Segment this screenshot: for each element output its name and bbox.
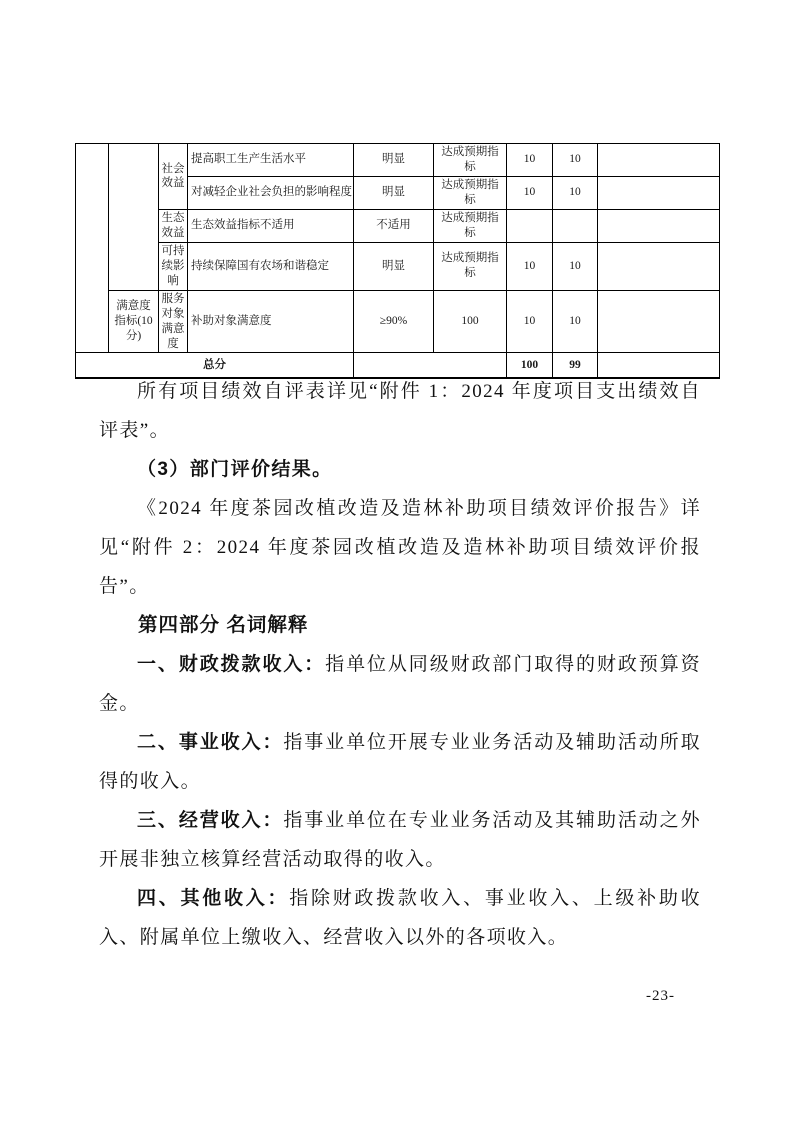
cell-score-full <box>507 209 553 242</box>
paragraph-bold-lead: 第四部分 名词解释 <box>138 614 309 636</box>
cell-actual-value: 达成预期指标 <box>434 176 507 209</box>
table-row <box>76 209 720 242</box>
paragraph <box>99 879 701 957</box>
paragraph <box>99 801 701 879</box>
paragraph-text: 所有项目绩效自评表详见“附件 1：2024 年度项目支出绩效自评表”。 <box>99 381 701 441</box>
cell-remark <box>598 176 720 209</box>
paragraph-bold-lead: 一、财政拨款收入： <box>137 654 326 675</box>
cell-target-value: 明显 <box>354 176 434 209</box>
cell-score-got: 10 <box>553 176 598 209</box>
cell-score-got: 10 <box>553 242 598 290</box>
table-row <box>76 144 720 177</box>
cell-total-label: 总分 <box>76 353 354 378</box>
cell-target-value: 明显 <box>354 144 434 177</box>
cell-actual-value: 100 <box>434 290 507 353</box>
performance-self-evaluation-table <box>75 143 720 379</box>
cell-category: 满意度指标(10 分) <box>109 290 159 353</box>
cell-actual-value: 达成预期指标 <box>434 242 507 290</box>
cell-score-full: 10 <box>507 290 553 353</box>
cell-actual-value: 达成预期指标 <box>434 144 507 177</box>
paragraph-bold-lead: 二、事业收入： <box>137 732 284 753</box>
cell-indicator: 持续保障国有农场和谐稳定 <box>188 242 354 290</box>
cell-score-full: 10 <box>507 242 553 290</box>
cell-remark <box>598 290 720 353</box>
page-number: -23- <box>646 988 675 1004</box>
paragraph-bold-lead: 三、经营收入： <box>137 810 284 831</box>
cell-subcategory: 服务对象满意度 <box>159 290 188 353</box>
paragraph-text: 指除财政拨款收入、事业收入、上级补助收入、附属单位上缴收入、经营收入以外的各项收入。 <box>99 888 701 948</box>
cell-continued-category <box>109 144 159 291</box>
table-row <box>76 242 720 290</box>
paragraph <box>99 450 701 489</box>
cell-remark <box>598 242 720 290</box>
cell-score-full: 10 <box>507 176 553 209</box>
cell-target-value: 明显 <box>354 242 434 290</box>
body-content <box>99 372 701 957</box>
section-heading <box>99 606 701 645</box>
paragraph-text: 指单位从同级财政部门取得的财政预算资金。 <box>99 654 701 714</box>
cell-indicator: 提高职工生产生活水平 <box>188 144 354 177</box>
paragraph <box>99 723 701 801</box>
paragraph <box>99 645 701 723</box>
cell-score-full: 10 <box>507 144 553 177</box>
cell-score-got: 10 <box>553 290 598 353</box>
cell-target-value: ≥90% <box>354 290 434 353</box>
cell-indicator: 生态效益指标不适用 <box>188 209 354 242</box>
cell-indicator: 补助对象满意度 <box>188 290 354 353</box>
cell-subcategory: 社会效益 <box>159 144 188 210</box>
cell-remark <box>598 144 720 177</box>
cell-score-got <box>553 209 598 242</box>
cell-continued-left <box>76 144 109 353</box>
paragraph-text: 指事业单位开展专业业务活动及辅助活动所取得的收入。 <box>99 732 701 792</box>
cell-subcategory: 生态效益 <box>159 209 188 242</box>
paragraph-text: 指事业单位在专业业务活动及其辅助活动之外开展非独立核算经营活动取得的收入。 <box>99 810 701 870</box>
cell-target-value: 不适用 <box>354 209 434 242</box>
table-row <box>76 290 720 353</box>
paragraph-bold-lead: 四、其他收入： <box>137 888 290 909</box>
cell-subcategory: 可持续影响 <box>159 242 188 290</box>
paragraph-text: 《2024 年度茶园改植改造及造林补助项目绩效评价报告》详见“附件 2：2024 年度茶园改植改造及造林补助项目绩效评价报告”。 <box>99 498 701 597</box>
cell-total-got: 99 <box>553 353 598 378</box>
paragraph <box>99 372 701 450</box>
cell-actual-value: 达成预期指标 <box>434 209 507 242</box>
cell-indicator: 对减轻企业社会负担的影响程度 <box>188 176 354 209</box>
cell-total-full: 100 <box>507 353 553 378</box>
cell-remark <box>598 209 720 242</box>
paragraph <box>99 489 701 606</box>
paragraph-bold-lead: （3）部门评价结果。 <box>137 459 333 480</box>
cell-score-got: 10 <box>553 144 598 177</box>
